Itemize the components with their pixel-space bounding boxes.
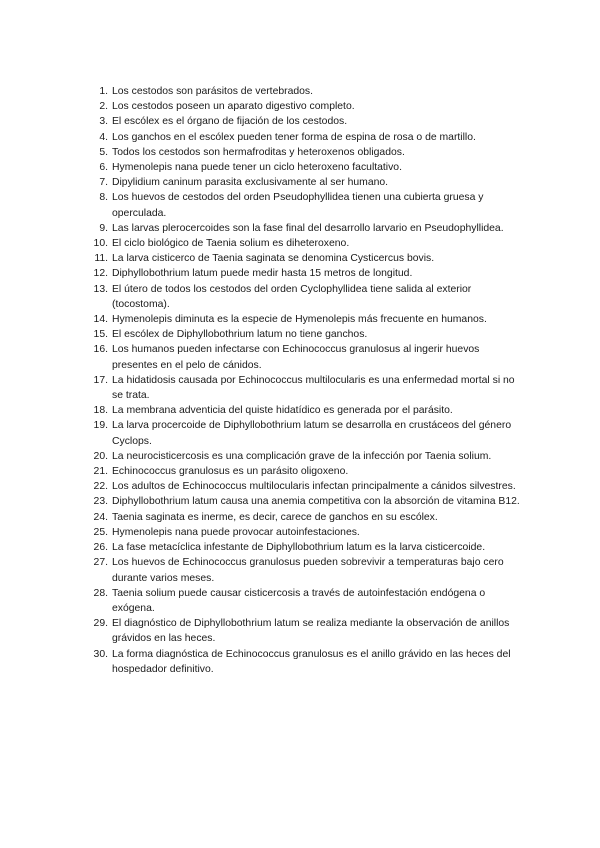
statement-number: 21. [93,466,108,478]
statement-number: 22. [93,481,108,493]
statement-number: 27. [93,557,108,569]
statement-text: Los cestodos son parásitos de vertebrados. [112,86,314,97]
statement-text: Diphyllobothrium latum causa una anemia competitiva con la absorción de vitamina B12. [112,496,520,508]
statement-number: 13. [93,283,108,295]
statement-number: 5. [99,146,108,158]
statement-number: 30. [93,648,108,660]
statement-number: 15. [93,329,108,341]
statement-item [90,555,520,585]
statement-item [90,494,520,509]
statement-number: 11. [94,253,108,265]
statement-text: Los cestodos poseen un aparato digestivo completo. [112,101,355,113]
statement-item [90,130,520,145]
statement-list [90,84,520,677]
statement-item [90,190,520,220]
statement-item [90,586,520,616]
statement-text: Dipylidium caninum parasita exclusivamente al ser humano. [112,177,389,189]
statement-number: 23. [93,496,108,508]
statement-item [90,418,520,448]
statement-item [90,449,520,464]
statement-text: Los ganchos en el escólex pueden tener forma de espina de rosa o de martillo. [112,131,476,143]
statement-number: 7. [99,177,108,189]
statement-number: 18. [93,405,108,417]
statement-text: El útero de todos los cestodos del orden Cyclophyllidea tiene salida al exterior (tocostoma). [112,283,472,310]
statement-text: Hymenolepis diminuta es la especie de Hymenolepis más frecuente en humanos. [112,314,487,326]
statement-item [90,540,520,555]
statement-number: 14. [93,314,108,326]
statement-text: Los adultos de Echinococcus multilocularis infectan principalmente a cánidos silvestres. [112,481,516,493]
statement-item [90,327,520,342]
statement-item [90,266,520,281]
statement-item [90,221,520,236]
statement-text: El escólex de Diphyllobothrium latum no tiene ganchos. [112,329,368,341]
statement-item [90,403,520,418]
statement-text: Los huevos de Echinococcus granulosus pueden sobrevivir a temperaturas bajo cero durante varios meses. [112,557,504,584]
statement-text: Las larvas plerocercoides son la fase final del desarrollo larvario en Pseudophyllidea. [112,222,504,234]
statement-text: Todos los cestodos son hermafroditas y heteroxenos obligados. [112,146,405,158]
statement-text: Echinococcus granulosus es un parásito oligoxeno. [112,466,349,478]
statement-text: El escólex es el órgano de fijación de los cestodos. [112,116,348,128]
statement-text: La fase metacíclica infestante de Diphyllobothrium latum es la larva cisticercoide. [112,542,486,554]
statement-number: 25. [93,526,108,538]
statement-number: 12. [93,268,108,280]
statement-item [90,373,520,403]
statement-text: Los humanos pueden infectarse con Echinococcus granulosus al ingerir huevos presentes en el pelo de cánidos. [112,344,480,371]
statement-text: La neurocisticercosis es una complicación grave de la infección por Taenia solium. [112,450,492,462]
statement-text: Hymenolepis nana puede provocar autoinfestaciones. [112,526,360,538]
statement-item [90,160,520,175]
statement-item [90,464,520,479]
statement-item [90,145,520,160]
statement-number: 9. [99,222,108,234]
statement-text: La membrana adventicia del quiste hidatídico es generada por el parásito. [112,405,453,417]
statement-number: 28. [93,587,108,599]
statement-item [90,479,520,494]
statement-item [90,525,520,540]
statement-number: 2. [99,101,108,113]
statement-number: 16. [93,344,108,356]
statement-text: Los huevos de cestodos del orden Pseudophyllidea tienen una cubierta gruesa y operculada. [112,192,484,219]
statement-text: La forma diagnóstica de Echinococcus granulosus es el anillo grávido en las heces del hospedador definitivo. [112,648,511,675]
statement-number: 26. [93,542,108,554]
statement-number: 3. [99,116,108,128]
statement-item [90,282,520,312]
statement-number: 17. [93,374,108,386]
statement-item [90,342,520,372]
statement-text: Taenia solium puede causar cisticercosis a través de autoinfestación endógena o exógena. [112,587,486,614]
statement-item [90,647,520,677]
statement-item [90,99,520,114]
statement-number: 24. [93,511,108,523]
statement-text: El diagnóstico de Diphyllobothrium latum se realiza mediante la observación de anillos grávidos en las heces. [112,618,510,645]
statement-item [90,616,520,646]
statement-item [90,312,520,327]
statement-number: 29. [93,618,108,630]
statement-item [90,251,520,266]
statement-number: 19. [93,420,108,432]
statement-text: El ciclo biológico de Taenia solium es diheteroxeno. [112,238,350,250]
statement-number: 4. [99,131,108,143]
statement-text: La larva cisticerco de Taenia saginata se denomina Cysticercus bovis. [112,253,435,265]
statement-text: Hymenolepis nana puede tener un ciclo heteroxeno facultativo. [112,162,402,174]
statement-item [90,236,520,251]
statement-item [90,84,520,99]
statement-number: 20. [93,450,108,462]
statement-text: La larva procercoide de Diphyllobothrium latum se desarrolla en crustáceos del género Cyclops. [112,420,512,447]
statement-text: Taenia saginata es inerme, es decir, carece de ganchos en su escólex. [112,511,438,523]
statement-text: Diphyllobothrium latum puede medir hasta 15 metros de longitud. [112,268,413,280]
statement-text: La hidatidosis causada por Echinococcus multilocularis es una enfermedad mortal si no se trata. [112,374,515,402]
statement-item [90,175,520,190]
statement-item [90,510,520,525]
statement-number: 1. [99,86,108,97]
statement-number: 10. [93,238,108,250]
statement-number: 8. [99,192,108,204]
statement-number: 6. [99,162,108,174]
statement-item [90,114,520,129]
